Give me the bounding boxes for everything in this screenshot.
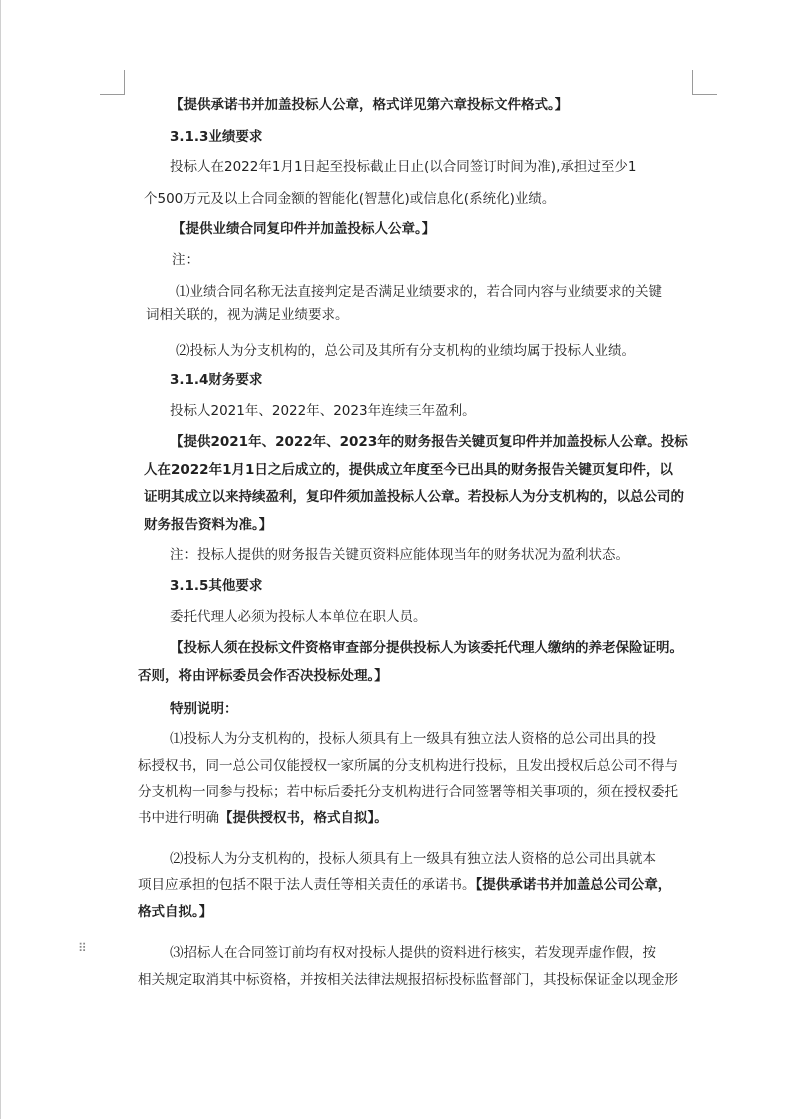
paragraph-financial-proof-line2: 人在2022年1月1日之后成立的，提供成立年度至今已出具的财务报告关键页复印件，以 (144, 462, 673, 478)
special-2-line2-text: 项目应承担的包括不限于法人责任等相关责任的承诺书。 (138, 877, 476, 893)
note-2: ⑵投标人为分支机构的，总公司及其所有分支机构的业绩均属于投标人业绩。 (176, 343, 635, 359)
note-1-line2: 词相关联的，视为满足业绩要求。 (146, 307, 349, 323)
note-1-line1: ⑴业绩合同名称无法直接判定是否满足业绩要求的，若合同内容与业绩要求的关键 (176, 284, 662, 300)
special-3-line2: 相关规定取消其中标资格，并按相关法律法规报招标投标监督部门，其投标保证金以现金形 (138, 972, 678, 988)
paragraph-performance-proof: 【提供业绩合同复印件并加盖投标人公章。】 (172, 221, 436, 237)
special-3-line1: ⑶招标人在合同签订前均有权对投标人提供的资料进行核实，若发现弄虚作假，按 (170, 945, 656, 961)
special-2-line3: 格式自拟。】 (138, 904, 213, 920)
paragraph-agent: 委托代理人必须为投标人本单位在职人员。 (170, 609, 427, 625)
paragraph-financial-proof-line3: 证明其成立以来持续盈利，复印件须加盖投标人公章。若投标人为分支机构的，以总公司的 (144, 489, 684, 505)
special-2-line2 (138, 875, 671, 895)
heading-3-1-3: 3.1.3业绩要求 (170, 129, 263, 145)
special-1-line3: 分支机构一同参与投标；若中标后委托分支机构进行合同签署等相关事项的，须在授权委托 (138, 784, 678, 800)
special-1-line4-bold: 【提供授权书，格式自拟】。 (219, 810, 388, 826)
drag-handle-icon[interactable]: ⠿ (78, 941, 88, 955)
paragraph-performance-line1: 投标人在2022年1月1日起至投标截止日止(以合同签订时间为准),承担过至少1 (170, 159, 637, 175)
special-1-line4 (138, 808, 388, 828)
heading-3-1-4: 3.1.4财务要求 (170, 372, 263, 388)
special-1-line4-text: 书中进行明确 (138, 810, 219, 826)
paragraph-financial: 投标人2021年、2022年、2023年连续三年盈利。 (170, 403, 476, 419)
special-1-line1: ⑴投标人为分支机构的，投标人须具有上一级具有独立法人资格的总公司出具的投 (170, 731, 656, 747)
paragraph-financial-proof-line4: 财务报告资料为准。】 (144, 517, 273, 533)
financial-note: 注：投标人提供的财务报告关键页资料应能体现当年的财务状况为盈利状态。 (170, 547, 629, 563)
heading-3-1-5: 3.1.5其他要求 (170, 578, 263, 594)
paragraph-performance-line2: 个500万元及以上合同金额的智能化(智慧化)或信息化(系统化)业绩。 (144, 191, 556, 207)
paragraph-financial-proof-line1: 【提供2021年、2022年、2023年的财务报告关键页复印件并加盖投标人公章。投标 (170, 434, 688, 450)
special-notes-heading: 特别说明： (170, 701, 238, 717)
paragraph-insurance-line2: 否则，将由评标委员会作否决投标处理。】 (138, 668, 388, 684)
special-2-line2-bold: 【提供承诺书并加盖总公司公章， (475, 877, 672, 893)
special-2-line1: ⑵投标人为分支机构的，投标人须具有上一级具有独立法人资格的总公司出具就本 (170, 851, 656, 867)
note-label: 注： (172, 252, 199, 268)
special-1-line2: 标授权书，同一总公司仅能授权一家所属的分支机构进行投标，且发出授权后总公司不得与 (138, 758, 678, 774)
paragraph-promise-note: 【提供承诺书并加盖投标人公章，格式详见第六章投标文件格式。】 (170, 97, 569, 113)
paragraph-insurance-line1: 【投标人须在投标文件资格审查部分提供投标人为该委托代理人缴纳的养老保险证明。 (170, 640, 683, 656)
